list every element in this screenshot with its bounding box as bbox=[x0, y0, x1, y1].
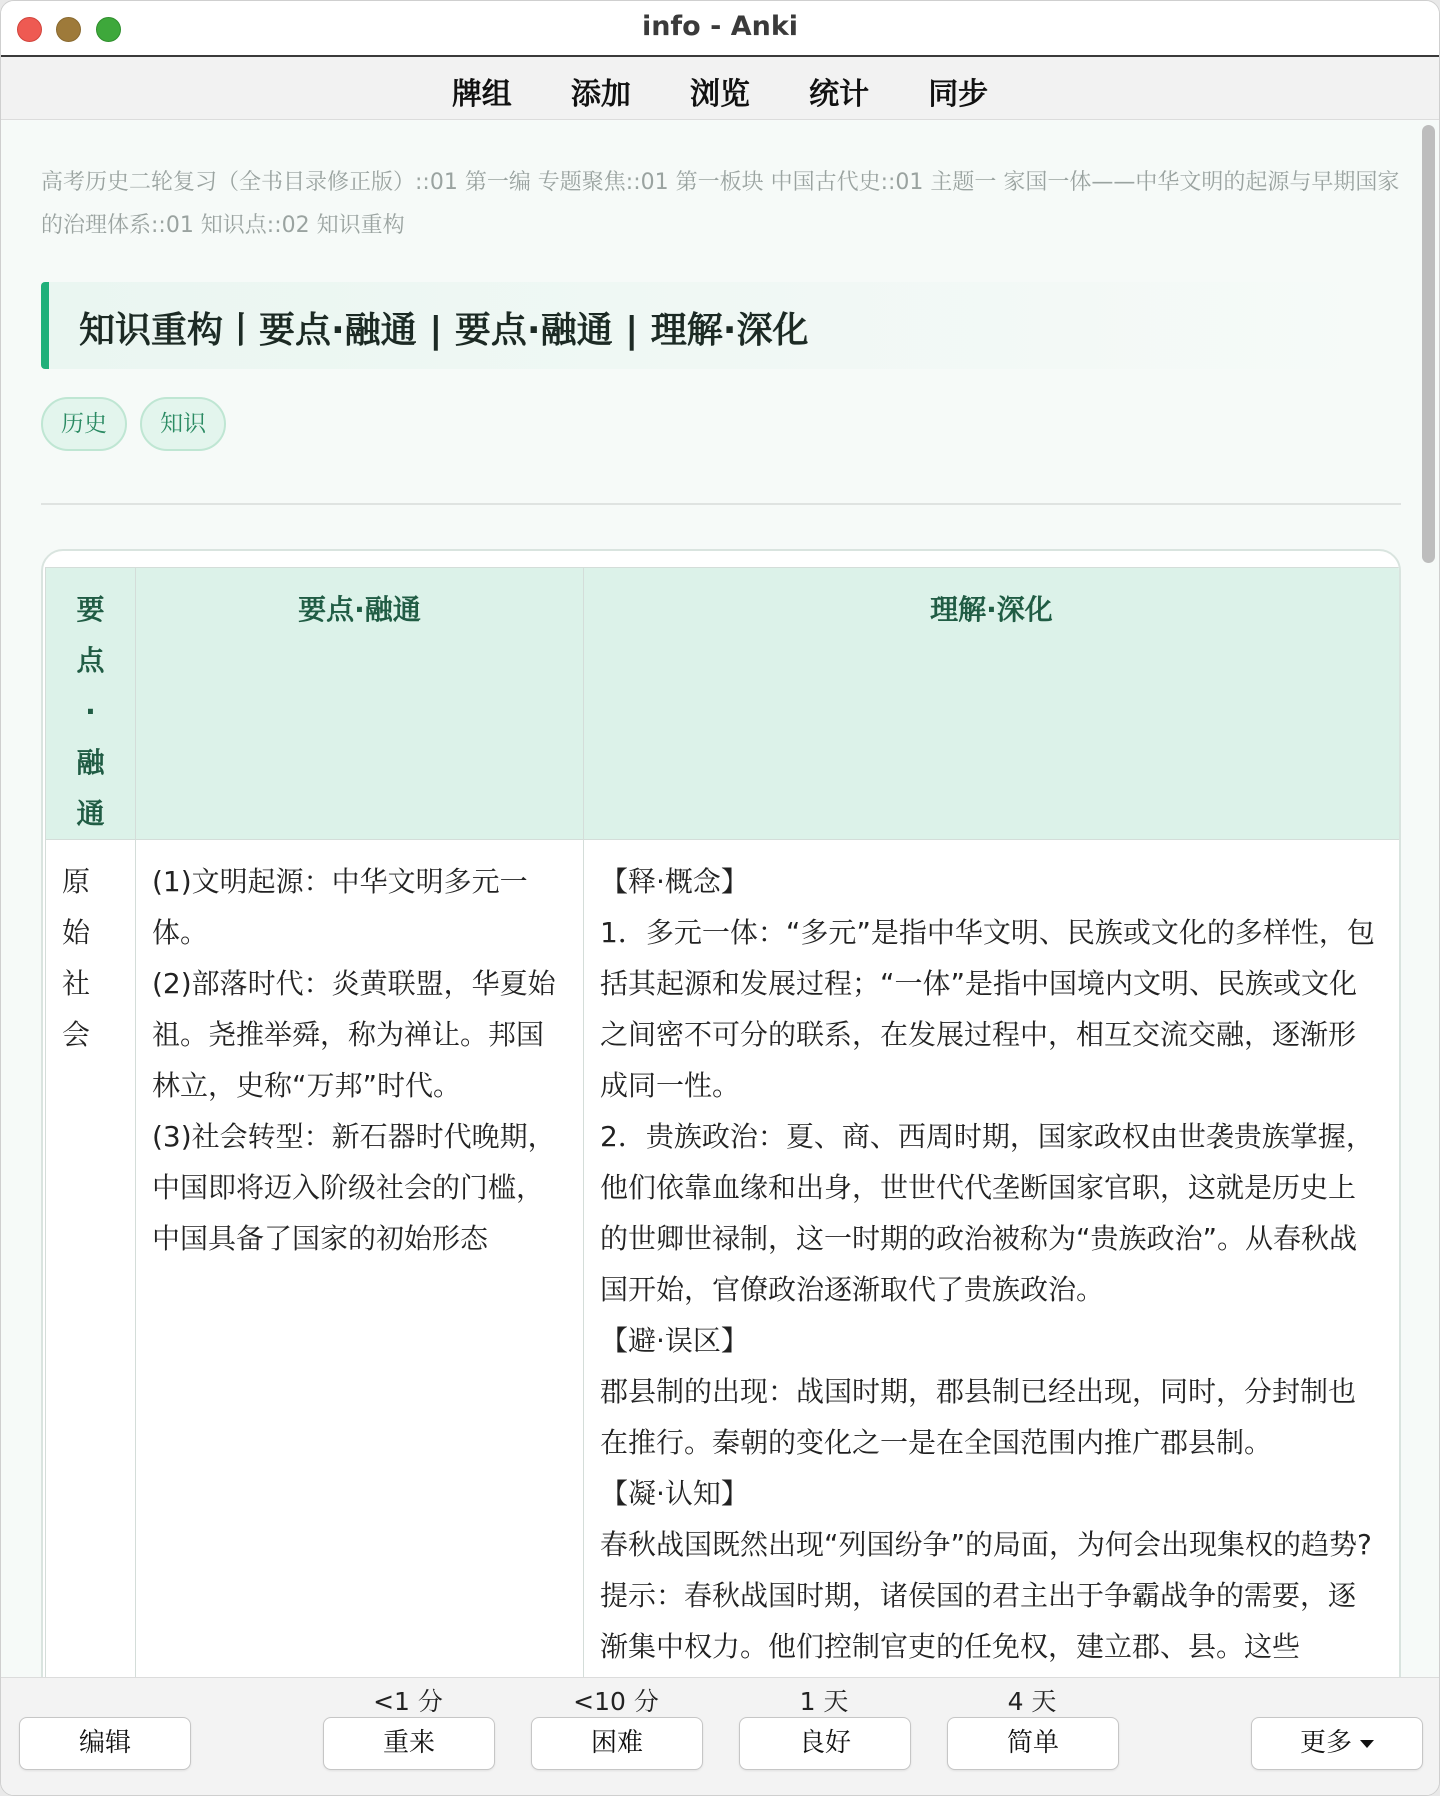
cell-period: 原始社会 bbox=[46, 840, 136, 1678]
misconception-heading: 【避·误区】 bbox=[600, 1324, 749, 1357]
card-content bbox=[1, 121, 1440, 1677]
title-bar bbox=[1, 1, 1439, 57]
cell-key-points bbox=[136, 840, 584, 1678]
good-button[interactable]: 良好 bbox=[739, 1717, 911, 1770]
again-interval: <1 分 bbox=[373, 1687, 443, 1716]
section-heading bbox=[41, 282, 1401, 369]
insight-hint: 提示：春秋战国时期，诸侯国的君主出于争霸战争的需要，逐渐集中权力。他们控制官吏的任免权，建立郡、县。这些 bbox=[600, 1579, 1357, 1663]
key-point-3: (3)社会转型：新石器时代晚期，中国即将迈入阶级社会的门槛，中国具备了国家的初始形态 bbox=[152, 1120, 556, 1255]
concept-heading: 【释·概念】 bbox=[600, 865, 749, 898]
good-interval: 1 天 bbox=[799, 1687, 849, 1716]
tag-list bbox=[41, 397, 234, 451]
again-button[interactable]: 重来 bbox=[323, 1717, 495, 1770]
easy-interval: 4 天 bbox=[1007, 1687, 1057, 1716]
toolbar-decks[interactable]: 牌组 bbox=[451, 77, 512, 112]
header-col-1: 要点·融通 bbox=[46, 568, 136, 840]
hard-interval: <10 分 bbox=[573, 1687, 659, 1716]
toolbar-stats[interactable]: 统计 bbox=[809, 77, 870, 112]
chevron-down-icon bbox=[1360, 1740, 1374, 1748]
knowledge-table-container bbox=[41, 549, 1401, 1677]
key-point-1: (1)文明起源：中华文明多元一体。 bbox=[152, 865, 528, 949]
divider bbox=[41, 503, 1401, 505]
insight-question: 春秋战国既然出现“列国纷争”的局面，为何会出现集权的趋势? bbox=[600, 1528, 1372, 1561]
cell-understanding bbox=[584, 840, 1400, 1678]
tag-knowledge[interactable]: 知识 bbox=[140, 397, 226, 451]
tag-history[interactable]: 历史 bbox=[41, 397, 127, 451]
vertical-scrollbar[interactable] bbox=[1422, 125, 1435, 563]
table-row bbox=[46, 840, 1400, 1678]
edit-button[interactable]: 编辑 bbox=[19, 1717, 191, 1770]
deck-breadcrumb: 高考历史二轮复习（全书目录修正版）::01 第一编 专题聚焦::01 第一板块 中国古代史::01 主题一 家国一体——中华文明的起源与早期国家的治理体系::01 知识点::02 知识重构 bbox=[41, 170, 1400, 238]
more-label: 更多 bbox=[1299, 1728, 1352, 1758]
section-heading-text: 知识重构丨要点·融通 | 要点·融通 | 理解·深化 bbox=[79, 310, 809, 351]
toolbar-browse[interactable]: 浏览 bbox=[690, 77, 750, 112]
window-title: info - Anki bbox=[641, 11, 799, 42]
easy-button[interactable]: 简单 bbox=[947, 1717, 1119, 1770]
table-header-row bbox=[46, 568, 1400, 840]
key-point-2: (2)部落时代：炎黄联盟，华夏始祖。尧推举舜，称为禅让。邦国林立，史称“万邦”时代。 bbox=[152, 967, 556, 1102]
insight-heading: 【凝·认知】 bbox=[600, 1477, 749, 1510]
knowledge-table bbox=[45, 567, 1400, 1677]
header-col-3: 理解·深化 bbox=[584, 568, 1400, 840]
more-button[interactable] bbox=[1251, 1717, 1423, 1770]
toolbar-add[interactable]: 添加 bbox=[570, 77, 631, 112]
main-toolbar bbox=[1, 57, 1439, 120]
review-bottom-bar bbox=[1, 1677, 1440, 1796]
concept-2: 2．贵族政治：夏、商、西周时期，国家政权由世袭贵族掌握，他们依靠血缘和出身，世世代代垄断国家官职，这就是历史上的世卿世禄制，这一时期的政治被称为“贵族政治”。从春秋战国开始，官僚政治逐渐取代了贵族政治。 bbox=[600, 1120, 1374, 1306]
concept-1: 1．多元一体：“多元”是指中华文明、民族或文化的多样性，包括其起源和发展过程；“一体”是指中国境内文明、民族或文化之间密不可分的联系，在发展过程中，相互交流交融，逐渐形成同一性。 bbox=[600, 916, 1375, 1102]
header-col-2: 要点·融通 bbox=[136, 568, 584, 840]
misconception-text: 郡县制的出现：战国时期，郡县制已经出现，同时，分封制也在推行。秦朝的变化之一是在全国范围内推广郡县制。 bbox=[600, 1375, 1357, 1459]
toolbar-sync[interactable]: 同步 bbox=[928, 77, 989, 112]
hard-button[interactable]: 困难 bbox=[531, 1717, 703, 1770]
